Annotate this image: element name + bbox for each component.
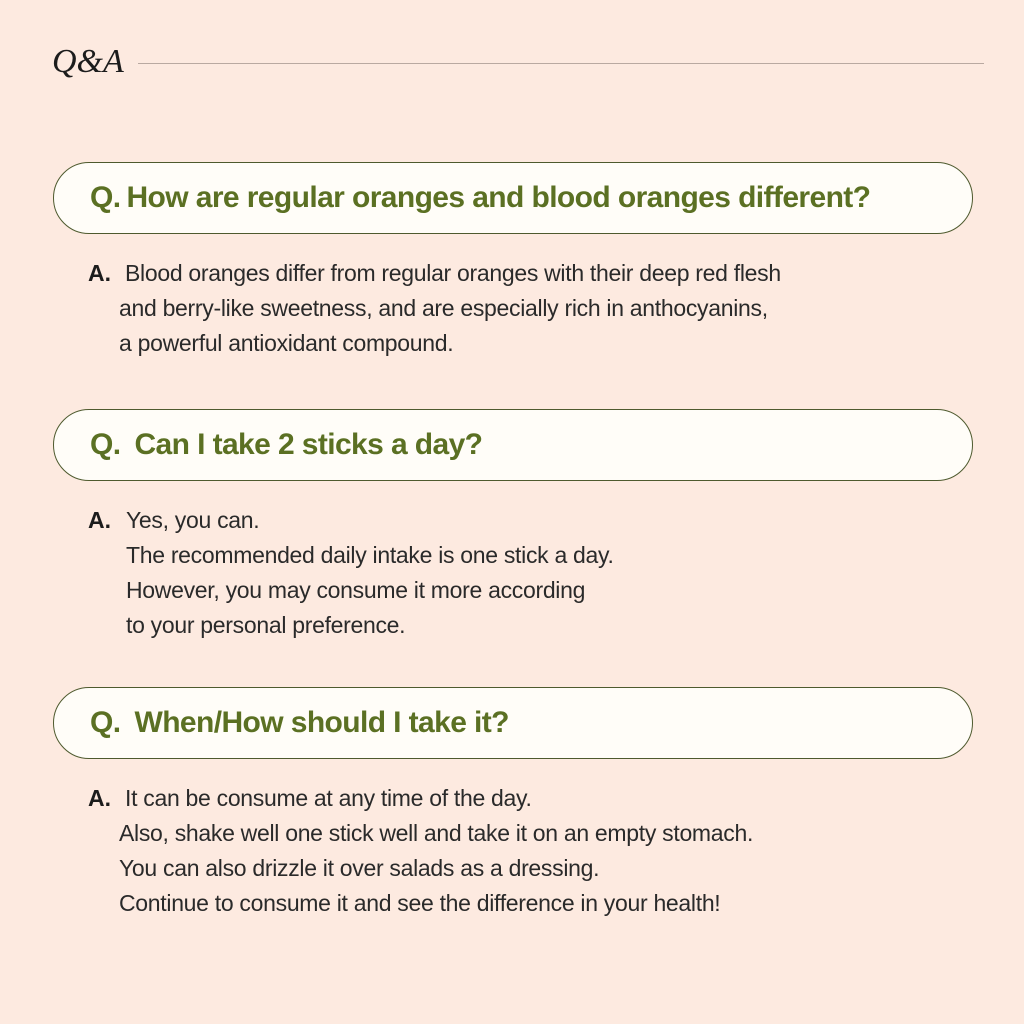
answer-line: Also, shake well one stick well and take it on an empty stomach. (119, 820, 754, 846)
header-divider (138, 63, 984, 64)
question-label: How are regular oranges and blood oranges different? (126, 181, 871, 214)
question-prefix: Q. (90, 181, 121, 214)
answer-prefix: A. (88, 507, 111, 533)
answer-prefix: A. (88, 260, 111, 286)
question-text (90, 706, 509, 740)
question-prefix: Q. (90, 706, 121, 739)
answer-line: Blood oranges differ from regular oranges with their deep red flesh (125, 260, 781, 286)
answer-line: It can be consume at any time of the day. (125, 785, 532, 811)
question-label: When/How should I take it? (134, 706, 509, 739)
question-pill (53, 162, 973, 234)
question-text (90, 428, 482, 462)
qa-header (52, 42, 984, 82)
answer-line: The recommended daily intake is one stick a day. (126, 542, 614, 568)
answer-prefix: A. (88, 785, 111, 811)
answer-line: a powerful antioxidant compound. (119, 330, 454, 356)
question-prefix: Q. (90, 428, 121, 461)
question-text (90, 181, 870, 215)
question-pill (53, 409, 973, 481)
answer-line: However, you may consume it more according (126, 577, 586, 603)
answer-text (119, 256, 781, 361)
answer-line: Yes, you can. (126, 507, 260, 533)
answer-text (126, 503, 614, 643)
page-title: Q&A (52, 43, 124, 80)
answer-line: to your personal preference. (126, 612, 406, 638)
answer-text (119, 781, 753, 921)
question-pill (53, 687, 973, 759)
answer-line: Continue to consume it and see the difference in your health! (119, 890, 721, 916)
question-label: Can I take 2 sticks a day? (134, 428, 483, 461)
answer-line: You can also drizzle it over salads as a dressing. (119, 855, 600, 881)
answer-line: and berry-like sweetness, and are especially rich in anthocyanins, (119, 295, 768, 321)
